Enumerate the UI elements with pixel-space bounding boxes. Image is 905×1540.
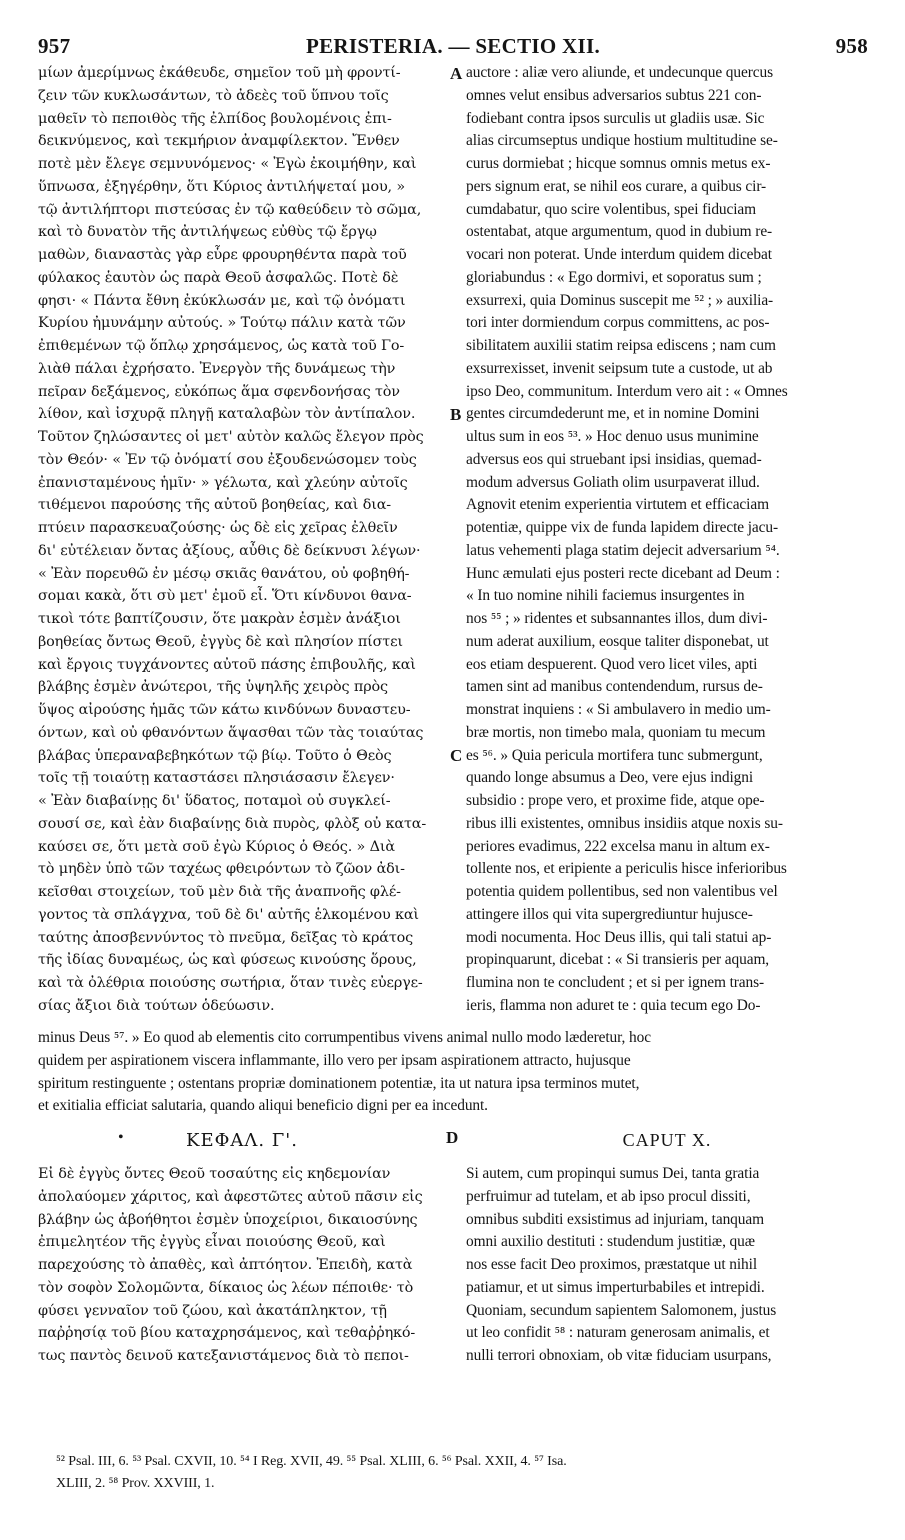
text-line: ipso Deo, communitum. Interdum vero ait : « Omnes: [466, 382, 788, 400]
text-line: σουσί σε, καὶ ἐὰν διαβαίνῃς διὰ πυρὸς, φλὸξ οὐ κατα-: [38, 815, 427, 832]
text-line: σομαι κακὰ, ὅτι σὺ μετ' ἐμοῦ εἶ. Ὅτι κίνδυνοι θανα-: [38, 588, 412, 605]
running-title: PERISTERIA. — SECTIO XII.: [306, 34, 600, 58]
text-line: τικοὶ τότε βαπτίζουσιν, ὅτε μακρὰν ἐσμὲν ἀνάξιοι: [38, 611, 401, 627]
text-line: gentes circumdederunt me, et in nomine Domini: [466, 405, 760, 423]
text-line: τῆς ἰδίας δυναμέως, ὡς καὶ φύσεως κινούσης ὅρους,: [38, 952, 417, 969]
text-line: monstrat inquiens : « Si ambulavero in medio um-: [466, 701, 771, 718]
margin-marker-d: D: [446, 1128, 459, 1147]
margin-marker-a: A: [450, 64, 463, 83]
text-line: nulli terrori obnoxiam, ob vitæ fiduciam usurpans,: [466, 1347, 772, 1364]
text-line: Τοῦτον ζηλώσαντες οἱ μετ' αὐτὸν καλῶς ἔλεγον πρὸς: [38, 429, 424, 445]
text-line: λίθον, καὶ ἰσχυρᾷ πληγῇ καταλαβὼν τὸν ἀντίπαλον.: [38, 406, 416, 423]
text-line: omnes velut ensibus adversarios subtus 221 con-: [466, 86, 762, 104]
text-line: modi nocumenta. Hoc Deus illis, qui tali statui ap-: [466, 928, 772, 946]
text-line: tamen sint ad manibus contendendum, rursus de-: [466, 678, 763, 696]
text-line: bræ mortis, non timebo mala, quoniam tu mecum: [466, 723, 766, 741]
bullet-mark: •: [118, 1129, 124, 1146]
greek-chapter-heading: ΚΕΦΑΛ. Γ'.: [186, 1130, 298, 1151]
text-line: τως παντὸς δεινοῦ κατεξανιστάμενος διὰ τὸ πεποι-: [38, 1348, 409, 1364]
margin-marker-c: C: [450, 746, 463, 765]
text-line: ταύτης ἀποσβεννύντος τὸ πνεῦμα, δεῖξας τὸ κράτος: [38, 929, 414, 946]
text-line: καὶ τὰ ὀλέθρια ποιούσης σωτήρια, ὅταν τινὲς εὐεργε-: [38, 975, 423, 991]
text-line: ἀπολαύομεν χάριτος, καὶ ἀφεστῶτες αὐτοῦ πᾶσιν εἰς: [38, 1188, 423, 1205]
text-line: nos esse facit Deo proximos, præstatque ut nihil: [466, 1256, 757, 1273]
text-line: es ⁵⁶. » Quia pericula mortifera tunc submergunt,: [466, 746, 763, 764]
text-line: παρεχούσης τὸ ἀπαθὲς, καὶ ἀπτόητον. Ἐπειδὴ, κατὰ: [38, 1257, 413, 1273]
text-line: modum adversus Goliath olim usurpaverat illud.: [466, 473, 760, 491]
text-line: flumina non te concludent ; et si per ignem trans-: [466, 974, 765, 991]
text-line: ostentabat, atque argumentum, quod in dubium re-: [466, 223, 773, 241]
text-line: Hunc æmulati ejus posteri recte dicebant ad Deum :: [466, 564, 780, 582]
text-line: propinquarunt, dicebat : « Si transieris per aquam,: [466, 951, 770, 969]
text-line: Εἰ δὲ ἐγγὺς ὄντες Θεοῦ τοσαύτης εἰς κηδεμονίαν: [38, 1166, 391, 1182]
text-line: fodiebant contra ipsos surculis ut gladiis usæ. Sic: [466, 109, 765, 127]
text-line: omni auxilio destituti : studendum justitiæ, quæ: [466, 1233, 755, 1251]
text-line: et exitialia efficiat salutaria, quando aliqui beneficio digni per ea incedunt.: [38, 1097, 488, 1115]
text-line: βλάβης ἐσμὲν ἀνώτεροι, τῆς ὑψηλῆς χειρὸς πρὸς: [38, 679, 388, 696]
text-line: periores evadimus, 222 excelsa manu in altum ex-: [466, 837, 770, 855]
text-line: Κυρίου ἠμυνάμην αὐτούς. » Τούτῳ πάλιν κατὰ τῶν: [38, 315, 406, 332]
text-line: minus Deus ⁵⁷. » Eo quod ab elementis cito corrumpentibus vivens animal nullo modo læderetur, hoc: [38, 1029, 651, 1046]
text-line: τοῖς τῇ τοιαύτῃ καταστάσει πλησιάσασιν ἔλεγεν·: [38, 770, 395, 787]
margin-marker-b: B: [450, 405, 462, 424]
text-line: φησι· « Πάντα ἔθνη ἐκύκλωσάν με, καὶ τῷ ὀνόματι: [38, 292, 406, 309]
text-line: μίων ἀμερίμνως ἐκάθευδε, σημεῖον τοῦ μὴ φροντί-: [38, 65, 401, 81]
text-line: omnibus subditi exsistimus ad injuriam, tanquam: [466, 1210, 764, 1228]
text-line: ἐπανισταμένους ἡμῖν· » γέλωτα, καὶ χλεύην αὐτοῖς: [38, 474, 408, 491]
text-line: exsurrexi, quia Dominus suscepit me ⁵² ; » auxilia-: [466, 291, 774, 309]
latin-full-width-block: [38, 1027, 868, 1118]
text-line: ἐπιμελητέον τῆς ἐγγὺς εἶναι ποιούσης Θεοῦ, καὶ: [38, 1234, 386, 1251]
text-line: σίας ἄξιοι διὰ τούτων ὁδεύωσιν.: [38, 997, 275, 1014]
text-line: βλάβην ὡς ἀβοήθητοι ἐσμὲν ὑποχείριοι, δικαιοσύνης: [38, 1211, 418, 1228]
footnote-line: ⁵² Psal. III, 6. ⁵³ Psal. CXVII, 10. ⁵⁴ I Reg. XVII, 49. ⁵⁵ Psal. XLIII, 6. ⁵⁶ Psal. XXII, 4. ⁵⁷ Isa.: [56, 1454, 567, 1469]
text-line: καὶ ἔργοις τυγχάνοντες αὐτοῦ πάσης ἐπιβουλῆς, καὶ: [38, 656, 416, 673]
text-line: γοντος τὰ σπλάγχνα, τοῦ δὲ δι' αὐτῆς ἑλκομένου καὶ: [38, 906, 419, 923]
latin-column-top: [466, 62, 868, 1018]
text-line: subsidio : prope vero, et proxime fide, atque ope-: [466, 792, 765, 809]
text-line: tori inter dormiendum corpus committens, ac pos-: [466, 314, 770, 332]
text-line: τὸν Θεόν· « Ἐν τῷ ὀνόματί σου ἐξουδενώσομεν τοὺς: [38, 451, 417, 468]
text-line: « Ἐὰν διαβαίνῃς δι' ὕδατος, ποταμοὶ οὐ συγκλεί-: [38, 793, 391, 809]
text-line: καὶ τὸ δυνατὸν τῆς ἀντιλήψεως εὐθὺς τῷ ἔργῳ: [38, 224, 377, 241]
text-line: ὕψος αἰρούσης ἡμᾶς τῶν κάτω κινδύνων δυναστευ-: [38, 702, 411, 718]
text-line: βοηθείας ὄντως Θεοῦ, ἐγγὺς δὲ καὶ πλησίον πίστει: [38, 633, 403, 650]
running-header: [38, 34, 868, 60]
text-line: ὕπνωσα, ἐξηγέρθην, ὅτι Κύριος ἀντιλήψεταί μου, »: [38, 178, 406, 195]
text-line: exsurrexisset, invenit seipsum tute a custode, ut ab: [466, 359, 773, 377]
text-line: φύλακος ἑαυτὸν ὡς παρὰ Θεοῦ ἀσφαλῶς. Ποτὲ δὲ: [38, 269, 399, 286]
text-line: « Ἐὰν πορευθῶ ἐν μέσῳ σκιᾶς θανάτου, οὐ φοβηθή-: [38, 565, 410, 582]
page-number-left: 957: [38, 34, 71, 58]
text-line: μαθὼν, διαναστὰς γὰρ εὗρε φρουρηθέντα παρὰ τοῦ: [38, 247, 407, 263]
text-line: φύσει γενναῖον τοῦ ζώου, καὶ ἀκατάπληκτον, τῇ: [38, 1302, 387, 1319]
text-line: quando longe absumus a Deo, vere ejus indigni: [466, 769, 754, 787]
text-line: latus vehementi plaga statim dejecit adversarium ⁵⁴.: [466, 541, 780, 559]
page-number-right: 958: [835, 34, 868, 58]
text-line: ultus sum in eos ⁵³. » Hoc denuo usus munimine: [466, 428, 759, 445]
text-line: adversus eos qui struebant ipsi insidias, quemad-: [466, 450, 762, 468]
text-line: perfruimur ad tutelam, et ab ipso procul dissiti,: [466, 1187, 751, 1205]
text-line: πτύειν παρασκευαζούσης· ὡς δὲ εἰς χεῖρας ἐλθεῖν: [38, 520, 398, 536]
text-line: βλάβας ὑπεραναβεβηκότων τῷ βίῳ. Τοῦτο ὁ Θεὸς: [38, 747, 392, 764]
latin-chapter-heading: CAPUT X.: [622, 1130, 712, 1150]
text-line: pers signum erat, se nihil eos curare, a quibus cir-: [466, 177, 767, 195]
text-line: attingere illos qui vita supergrediuntur hujusce-: [466, 905, 753, 923]
text-line: cumdabatur, quo scire volentibus, spei fiduciam: [466, 200, 757, 218]
text-line: quidem per aspirationem viscera inflammante, illo vero per ipsam aspirationem attracto, hujusque: [38, 1051, 631, 1069]
text-line: τὸ μηδὲν ὑπὸ τῶν ταχέως φθειρόντων τὸ ζῶον ἀδι-: [38, 861, 405, 878]
text-line: δεικνύμενος, καὶ τεκμήριον ἀναμφίλεκτον. Ἔνθεν: [38, 133, 400, 150]
text-line: ζειν τῶν κυκλωσάντων, τὸ ἀδεὲς τοῦ ὕπνου τοῖς: [38, 87, 389, 104]
greek-column-bottom: [38, 1163, 446, 1368]
text-line: πεῖραν δεξάμενος, εὐκόπως ἅμα σφενδονήσας τὸν: [38, 383, 400, 400]
text-line: nos ⁵⁵ ; » ridentes et subsannantes illos, dum divi-: [466, 610, 768, 627]
text-line: καύσει σε, ὅτι μετὰ σοῦ ἐγὼ Κύριος ὁ Θεός. » Διὰ: [38, 838, 395, 855]
text-line: auctore : aliæ vero aliunde, et undecunque quercus: [466, 64, 773, 81]
text-line: τῷ ἀντιλήπτορι πιστεύσας ἐν τῷ καθεύδειν τὸ σῶμα,: [38, 201, 422, 218]
text-line: eos etiam despuerent. Quod vero licet viles, apti: [466, 655, 758, 673]
text-line: Si autem, cum propinqui sumus Dei, tanta gratia: [466, 1165, 760, 1182]
text-line: alias circumseptus undique hostium multitudine se-: [466, 132, 778, 150]
text-line: Agnovit etenim experientia virtutem et efficaciam: [466, 496, 769, 514]
latin-column-bottom: [466, 1163, 868, 1368]
greek-column-top: [38, 62, 446, 1018]
text-line: « In tuo nomine nihili faciemus insurgentes in: [466, 587, 745, 605]
footnotes: [56, 1451, 868, 1495]
text-line: όντων, καὶ οὐ φθανόντων ἅψασθαι τῶν τὰς τοιαύτας: [38, 724, 424, 741]
text-line: παῤῥησίᾳ τοῦ βίου καταχρησάμενος, καὶ τεθαῤῥηκό-: [38, 1325, 416, 1342]
text-line: patiamur, et ut simus imperturbabiles et intrepidi.: [466, 1278, 765, 1296]
text-line: ut leo confidit ⁵⁸ : naturam generosam animalis, et: [466, 1324, 770, 1342]
text-line: τὸν σοφὸν Σολομῶντα, δίκαιος ὡς λέων πέποιθε· τὸ: [38, 1279, 414, 1296]
text-line: δι' εὐτέλειαν ὄντας ἀξίους, αὖθις δὲ δείκνυσι λέγων·: [38, 542, 421, 559]
text-line: ποτὲ μὲν ἔλεγε σεμνυνόμενος· « Ἐγὼ ἐκοιμήθην, καὶ: [38, 156, 417, 172]
text-line: gloriabundus : « Ego dormivi, et soporatus sum ;: [466, 268, 762, 286]
text-line: Quoniam, secundum sapientem Salomonem, justus: [466, 1301, 777, 1319]
text-line: ἐπιθεμένων τῷ ὅπλῳ χρησάμενος, ὡς κατὰ τοῦ Γο-: [38, 338, 405, 354]
text-line: potentia quidem pollentibus, sed non valentibus vel: [466, 883, 778, 900]
text-line: potentiæ, quippe vix de funda lapidem directe jacu-: [466, 519, 779, 536]
text-line: curus dormiebat ; hicque somnus omnis metus ex-: [466, 155, 771, 172]
text-line: spiritum restinguente ; ostentans propriæ dominationem potentiæ, ita ut natura ipsa terminos mutet,: [38, 1074, 640, 1092]
text-line: μαθεῖν τὸ πεποιθὸς τῆς ἐλπίδος βουλομένοις ἐπι-: [38, 110, 392, 127]
text-line: vocari non poterat. Unde interdum quidem dicebat: [466, 246, 772, 263]
text-line: τιθέμενοι παρούσης τῆς αὐτοῦ βοηθείας, καὶ δια-: [38, 497, 391, 514]
footnote-line: XLIII, 2. ⁵⁸ Prov. XXVIII, 1.: [56, 1476, 215, 1491]
text-line: ribus illi existentes, omnibus insidiis atque noxis su-: [466, 814, 783, 832]
text-line: ieris, flamma non aduret te : quia tecum ego Do-: [466, 996, 761, 1014]
text-line: tollente nos, et eripiente a periculis hisce inferioribus: [466, 860, 787, 878]
text-line: κεῖσθαι στοιχείων, τοῦ μὲν διὰ τῆς ἀναπνοῆς φλέ-: [38, 884, 401, 900]
text-line: sibilitatem auxilii statim reipsa ediscens ; nam cum: [466, 337, 776, 354]
text-line: λιὰθ πάλαι ἐχρήσατο. Ἐνεργὸν τῆς δυνάμεως τὴν: [38, 360, 396, 377]
text-line: num aderat auxilium, eosque taliter disponebat, ut: [466, 632, 769, 650]
